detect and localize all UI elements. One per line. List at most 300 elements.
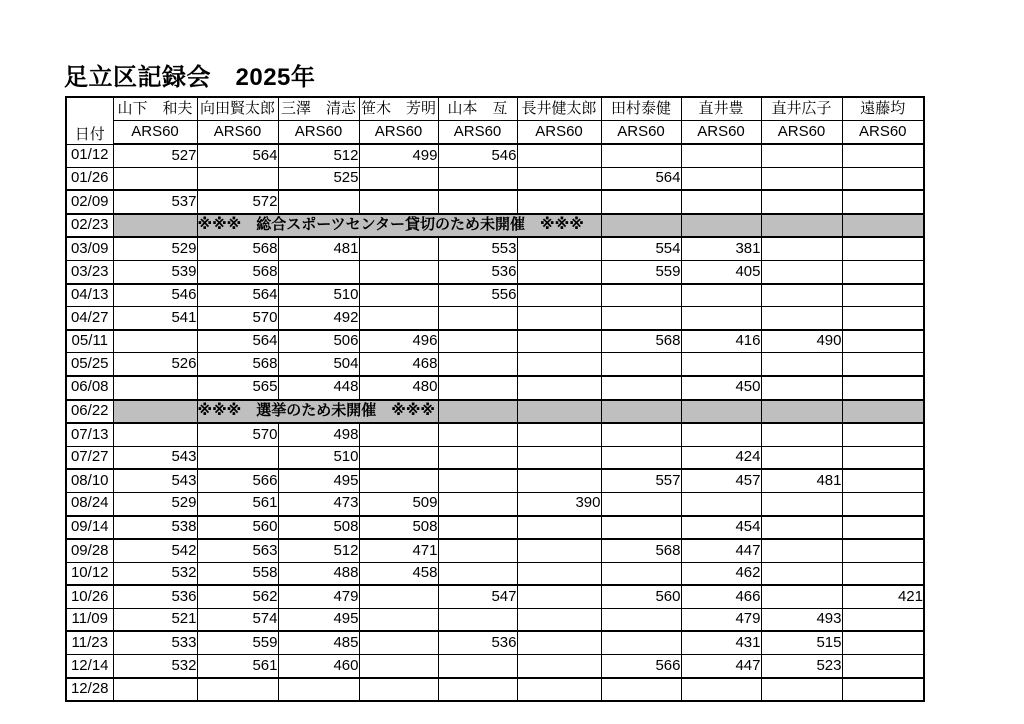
date-cell: 12/28 xyxy=(66,678,113,702)
value-cell: 424 xyxy=(681,446,761,469)
value-cell xyxy=(842,492,924,515)
value-cell: 496 xyxy=(359,330,438,353)
athlete-column-header: 遠藤均 xyxy=(842,97,924,121)
value-cell: 448 xyxy=(278,376,359,400)
value-cell xyxy=(517,330,601,353)
value-cell xyxy=(681,307,761,330)
date-cell: 09/28 xyxy=(66,539,113,562)
value-cell xyxy=(601,376,681,400)
value-cell: 490 xyxy=(761,330,842,353)
date-cell: 11/23 xyxy=(66,631,113,654)
value-cell: 566 xyxy=(197,469,278,492)
device-header: ARS60 xyxy=(601,121,681,145)
value-cell xyxy=(359,260,438,283)
value-cell xyxy=(842,631,924,654)
closure-empty-cell xyxy=(842,400,924,424)
date-cell: 03/09 xyxy=(66,237,113,260)
value-cell: 525 xyxy=(278,167,359,190)
value-cell xyxy=(842,353,924,376)
value-cell: 562 xyxy=(197,585,278,608)
date-cell: 06/22 xyxy=(66,400,113,424)
value-cell xyxy=(438,608,517,631)
value-cell: 561 xyxy=(197,655,278,678)
value-cell xyxy=(761,144,842,167)
closure-empty-cell xyxy=(517,400,601,424)
value-cell xyxy=(438,353,517,376)
value-cell xyxy=(438,167,517,190)
value-cell xyxy=(842,423,924,446)
device-header: ARS60 xyxy=(517,121,601,145)
table-row xyxy=(66,631,924,654)
date-cell: 04/27 xyxy=(66,307,113,330)
value-cell xyxy=(842,284,924,307)
value-cell xyxy=(842,469,924,492)
table-row xyxy=(66,516,924,540)
value-cell: 529 xyxy=(113,492,197,515)
closure-notice: ※※※ 選挙のため未開催 ※※※ xyxy=(197,400,438,424)
value-cell xyxy=(681,144,761,167)
table-row xyxy=(66,284,924,307)
date-cell: 08/10 xyxy=(66,469,113,492)
value-cell xyxy=(517,562,601,585)
date-cell: 10/12 xyxy=(66,562,113,585)
value-cell: 557 xyxy=(601,469,681,492)
value-cell xyxy=(842,307,924,330)
value-cell xyxy=(842,446,924,469)
table-row xyxy=(66,214,924,238)
value-cell: 499 xyxy=(359,144,438,167)
value-cell: 510 xyxy=(278,284,359,307)
value-cell: 515 xyxy=(761,631,842,654)
value-cell: 565 xyxy=(197,376,278,400)
athlete-column-header: 笹木 芳明 xyxy=(359,97,438,121)
athlete-column-header: 山本 亙 xyxy=(438,97,517,121)
value-cell: 508 xyxy=(278,516,359,540)
table-row xyxy=(66,237,924,260)
value-cell xyxy=(517,423,601,446)
value-cell: 536 xyxy=(438,260,517,283)
value-cell: 405 xyxy=(681,260,761,283)
value-cell xyxy=(761,190,842,214)
value-cell xyxy=(601,423,681,446)
date-cell: 05/25 xyxy=(66,353,113,376)
value-cell: 564 xyxy=(601,167,681,190)
value-cell xyxy=(359,307,438,330)
value-cell xyxy=(761,167,842,190)
value-cell xyxy=(761,492,842,515)
value-cell xyxy=(517,678,601,702)
date-cell: 02/23 xyxy=(66,214,113,238)
value-cell xyxy=(842,330,924,353)
value-cell: 492 xyxy=(278,307,359,330)
closure-empty-cell xyxy=(438,400,517,424)
closure-empty-cell xyxy=(601,400,681,424)
value-cell xyxy=(359,284,438,307)
value-cell xyxy=(517,446,601,469)
value-cell xyxy=(359,237,438,260)
value-cell xyxy=(517,237,601,260)
value-cell: 447 xyxy=(681,539,761,562)
value-cell xyxy=(438,307,517,330)
table-row xyxy=(66,144,924,167)
device-header: ARS60 xyxy=(761,121,842,145)
value-cell: 532 xyxy=(113,655,197,678)
date-cell: 02/09 xyxy=(66,190,113,214)
records-table xyxy=(65,96,925,702)
table-row xyxy=(66,423,924,446)
value-cell xyxy=(113,376,197,400)
table-row xyxy=(66,678,924,702)
date-cell: 12/14 xyxy=(66,655,113,678)
value-cell xyxy=(438,469,517,492)
value-cell xyxy=(517,284,601,307)
value-cell xyxy=(681,423,761,446)
table-row xyxy=(66,167,924,190)
value-cell xyxy=(601,678,681,702)
value-cell xyxy=(601,144,681,167)
value-cell xyxy=(517,539,601,562)
page-title: 足立区記録会 2025年 xyxy=(64,64,316,91)
device-header: ARS60 xyxy=(438,121,517,145)
value-cell: 539 xyxy=(113,260,197,283)
value-cell xyxy=(359,167,438,190)
closure-empty-cell xyxy=(113,214,197,238)
date-cell: 11/09 xyxy=(66,608,113,631)
value-cell xyxy=(359,469,438,492)
value-cell xyxy=(761,353,842,376)
value-cell xyxy=(359,678,438,702)
value-cell xyxy=(517,260,601,283)
table-row xyxy=(66,446,924,469)
value-cell xyxy=(761,678,842,702)
value-cell: 488 xyxy=(278,562,359,585)
value-cell xyxy=(517,144,601,167)
date-cell: 04/13 xyxy=(66,284,113,307)
value-cell: 536 xyxy=(438,631,517,654)
value-cell: 512 xyxy=(278,144,359,167)
value-cell xyxy=(761,585,842,608)
value-cell xyxy=(113,423,197,446)
value-cell: 537 xyxy=(113,190,197,214)
value-cell xyxy=(842,237,924,260)
value-cell xyxy=(438,655,517,678)
closure-notice: ※※※ 総合スポーツセンター貸切のため未開催 ※※※ xyxy=(197,214,601,238)
date-column-header: 日付 xyxy=(66,97,113,144)
value-cell: 572 xyxy=(197,190,278,214)
value-cell xyxy=(517,469,601,492)
value-cell xyxy=(359,190,438,214)
value-cell xyxy=(601,631,681,654)
value-cell xyxy=(359,446,438,469)
value-cell xyxy=(681,492,761,515)
value-cell xyxy=(517,307,601,330)
value-cell xyxy=(842,516,924,540)
date-cell: 08/24 xyxy=(66,492,113,515)
athlete-column-header: 長井健太郎 xyxy=(517,97,601,121)
value-cell xyxy=(438,678,517,702)
value-cell xyxy=(601,353,681,376)
value-cell xyxy=(197,446,278,469)
table-row xyxy=(66,469,924,492)
value-cell xyxy=(681,284,761,307)
value-cell: 390 xyxy=(517,492,601,515)
value-cell: 560 xyxy=(197,516,278,540)
value-cell: 454 xyxy=(681,516,761,540)
value-cell: 542 xyxy=(113,539,197,562)
value-cell xyxy=(842,562,924,585)
value-cell xyxy=(681,167,761,190)
device-header: ARS60 xyxy=(359,121,438,145)
closure-empty-cell xyxy=(842,214,924,238)
athlete-column-header: 三澤 清志 xyxy=(278,97,359,121)
value-cell: 458 xyxy=(359,562,438,585)
value-cell: 481 xyxy=(761,469,842,492)
closure-empty-cell xyxy=(761,214,842,238)
value-cell xyxy=(438,492,517,515)
value-cell xyxy=(761,516,842,540)
value-cell xyxy=(842,376,924,400)
table-row xyxy=(66,562,924,585)
closure-empty-cell xyxy=(681,214,761,238)
table-row xyxy=(66,190,924,214)
value-cell: 556 xyxy=(438,284,517,307)
value-cell: 527 xyxy=(113,144,197,167)
value-cell xyxy=(761,237,842,260)
value-cell: 570 xyxy=(197,307,278,330)
value-cell: 450 xyxy=(681,376,761,400)
value-cell: 471 xyxy=(359,539,438,562)
value-cell: 533 xyxy=(113,631,197,654)
value-cell: 493 xyxy=(761,608,842,631)
value-cell xyxy=(278,190,359,214)
value-cell: 460 xyxy=(278,655,359,678)
value-cell xyxy=(438,539,517,562)
value-cell: 462 xyxy=(681,562,761,585)
device-header: ARS60 xyxy=(681,121,761,145)
value-cell: 479 xyxy=(681,608,761,631)
value-cell: 485 xyxy=(278,631,359,654)
value-cell xyxy=(517,190,601,214)
value-cell: 473 xyxy=(278,492,359,515)
value-cell xyxy=(601,608,681,631)
value-cell: 543 xyxy=(113,469,197,492)
value-cell: 506 xyxy=(278,330,359,353)
table-row xyxy=(66,585,924,608)
value-cell: 536 xyxy=(113,585,197,608)
value-cell: 574 xyxy=(197,608,278,631)
value-cell: 570 xyxy=(197,423,278,446)
value-cell: 553 xyxy=(438,237,517,260)
value-cell xyxy=(761,446,842,469)
value-cell xyxy=(842,539,924,562)
value-cell: 381 xyxy=(681,237,761,260)
value-cell: 431 xyxy=(681,631,761,654)
value-cell xyxy=(842,678,924,702)
table-row xyxy=(66,655,924,678)
value-cell: 559 xyxy=(197,631,278,654)
closure-empty-cell xyxy=(113,400,197,424)
value-cell: 561 xyxy=(197,492,278,515)
value-cell: 568 xyxy=(601,539,681,562)
value-cell xyxy=(359,655,438,678)
device-header: ARS60 xyxy=(197,121,278,145)
value-cell xyxy=(278,678,359,702)
date-cell: 01/12 xyxy=(66,144,113,167)
value-cell xyxy=(761,260,842,283)
value-cell: 568 xyxy=(197,237,278,260)
value-cell xyxy=(359,608,438,631)
value-cell: 532 xyxy=(113,562,197,585)
value-cell: 568 xyxy=(197,353,278,376)
value-cell: 543 xyxy=(113,446,197,469)
table-row xyxy=(66,539,924,562)
value-cell: 560 xyxy=(601,585,681,608)
value-cell xyxy=(601,307,681,330)
value-cell xyxy=(601,492,681,515)
value-cell xyxy=(842,655,924,678)
value-cell: 480 xyxy=(359,376,438,400)
value-cell xyxy=(601,516,681,540)
header-row-names xyxy=(66,97,924,121)
value-cell: 546 xyxy=(113,284,197,307)
value-cell: 495 xyxy=(278,469,359,492)
value-cell xyxy=(517,655,601,678)
athlete-column-header: 山下 和夫 xyxy=(113,97,197,121)
date-cell: 03/23 xyxy=(66,260,113,283)
value-cell xyxy=(197,167,278,190)
value-cell xyxy=(601,562,681,585)
value-cell xyxy=(438,562,517,585)
value-cell: 523 xyxy=(761,655,842,678)
table-row xyxy=(66,608,924,631)
value-cell: 468 xyxy=(359,353,438,376)
date-cell: 01/26 xyxy=(66,167,113,190)
closure-empty-cell xyxy=(601,214,681,238)
value-cell: 495 xyxy=(278,608,359,631)
closure-empty-cell xyxy=(681,400,761,424)
value-cell xyxy=(761,423,842,446)
value-cell xyxy=(438,516,517,540)
table-row xyxy=(66,307,924,330)
value-cell xyxy=(113,330,197,353)
value-cell xyxy=(197,678,278,702)
value-cell: 564 xyxy=(197,144,278,167)
value-cell xyxy=(359,631,438,654)
value-cell: 421 xyxy=(842,585,924,608)
value-cell: 546 xyxy=(438,144,517,167)
value-cell: 554 xyxy=(601,237,681,260)
value-cell xyxy=(681,190,761,214)
device-header: ARS60 xyxy=(113,121,197,145)
value-cell: 457 xyxy=(681,469,761,492)
value-cell xyxy=(517,608,601,631)
value-cell xyxy=(438,376,517,400)
value-cell: 481 xyxy=(278,237,359,260)
value-cell: 447 xyxy=(681,655,761,678)
value-cell xyxy=(517,516,601,540)
value-cell xyxy=(681,678,761,702)
value-cell: 558 xyxy=(197,562,278,585)
value-cell xyxy=(113,678,197,702)
value-cell xyxy=(842,190,924,214)
athlete-column-header: 向田賢太郎 xyxy=(197,97,278,121)
value-cell: 538 xyxy=(113,516,197,540)
value-cell: 512 xyxy=(278,539,359,562)
value-cell xyxy=(517,353,601,376)
value-cell xyxy=(438,330,517,353)
closure-empty-cell xyxy=(761,400,842,424)
value-cell: 466 xyxy=(681,585,761,608)
device-header: ARS60 xyxy=(278,121,359,145)
value-cell xyxy=(761,562,842,585)
table-row xyxy=(66,353,924,376)
value-cell: 504 xyxy=(278,353,359,376)
value-cell: 521 xyxy=(113,608,197,631)
athlete-column-header: 直井豊 xyxy=(681,97,761,121)
value-cell xyxy=(601,446,681,469)
value-cell xyxy=(438,446,517,469)
table-row xyxy=(66,492,924,515)
value-cell xyxy=(601,190,681,214)
value-cell: 547 xyxy=(438,585,517,608)
date-cell: 06/08 xyxy=(66,376,113,400)
date-cell: 05/11 xyxy=(66,330,113,353)
value-cell xyxy=(842,260,924,283)
value-cell xyxy=(517,167,601,190)
value-cell: 509 xyxy=(359,492,438,515)
value-cell xyxy=(681,353,761,376)
value-cell: 510 xyxy=(278,446,359,469)
value-cell: 498 xyxy=(278,423,359,446)
athlete-column-header: 直井広子 xyxy=(761,97,842,121)
athlete-column-header: 田村泰健 xyxy=(601,97,681,121)
value-cell: 559 xyxy=(601,260,681,283)
value-cell xyxy=(842,608,924,631)
value-cell xyxy=(278,260,359,283)
value-cell xyxy=(761,539,842,562)
value-cell: 508 xyxy=(359,516,438,540)
value-cell: 529 xyxy=(113,237,197,260)
value-cell: 564 xyxy=(197,284,278,307)
value-cell: 416 xyxy=(681,330,761,353)
value-cell: 568 xyxy=(197,260,278,283)
value-cell: 541 xyxy=(113,307,197,330)
value-cell xyxy=(517,631,601,654)
value-cell xyxy=(438,190,517,214)
value-cell: 563 xyxy=(197,539,278,562)
value-cell xyxy=(761,376,842,400)
table-row xyxy=(66,400,924,424)
date-cell: 07/13 xyxy=(66,423,113,446)
value-cell xyxy=(842,167,924,190)
value-cell xyxy=(517,376,601,400)
value-cell xyxy=(359,423,438,446)
table-row xyxy=(66,260,924,283)
value-cell xyxy=(601,284,681,307)
header-row-device xyxy=(66,121,924,145)
value-cell: 479 xyxy=(278,585,359,608)
value-cell: 564 xyxy=(197,330,278,353)
value-cell xyxy=(761,307,842,330)
value-cell xyxy=(113,167,197,190)
value-cell xyxy=(359,585,438,608)
value-cell: 526 xyxy=(113,353,197,376)
device-header: ARS60 xyxy=(842,121,924,145)
date-cell: 07/27 xyxy=(66,446,113,469)
table-row xyxy=(66,376,924,400)
value-cell: 566 xyxy=(601,655,681,678)
value-cell xyxy=(761,284,842,307)
